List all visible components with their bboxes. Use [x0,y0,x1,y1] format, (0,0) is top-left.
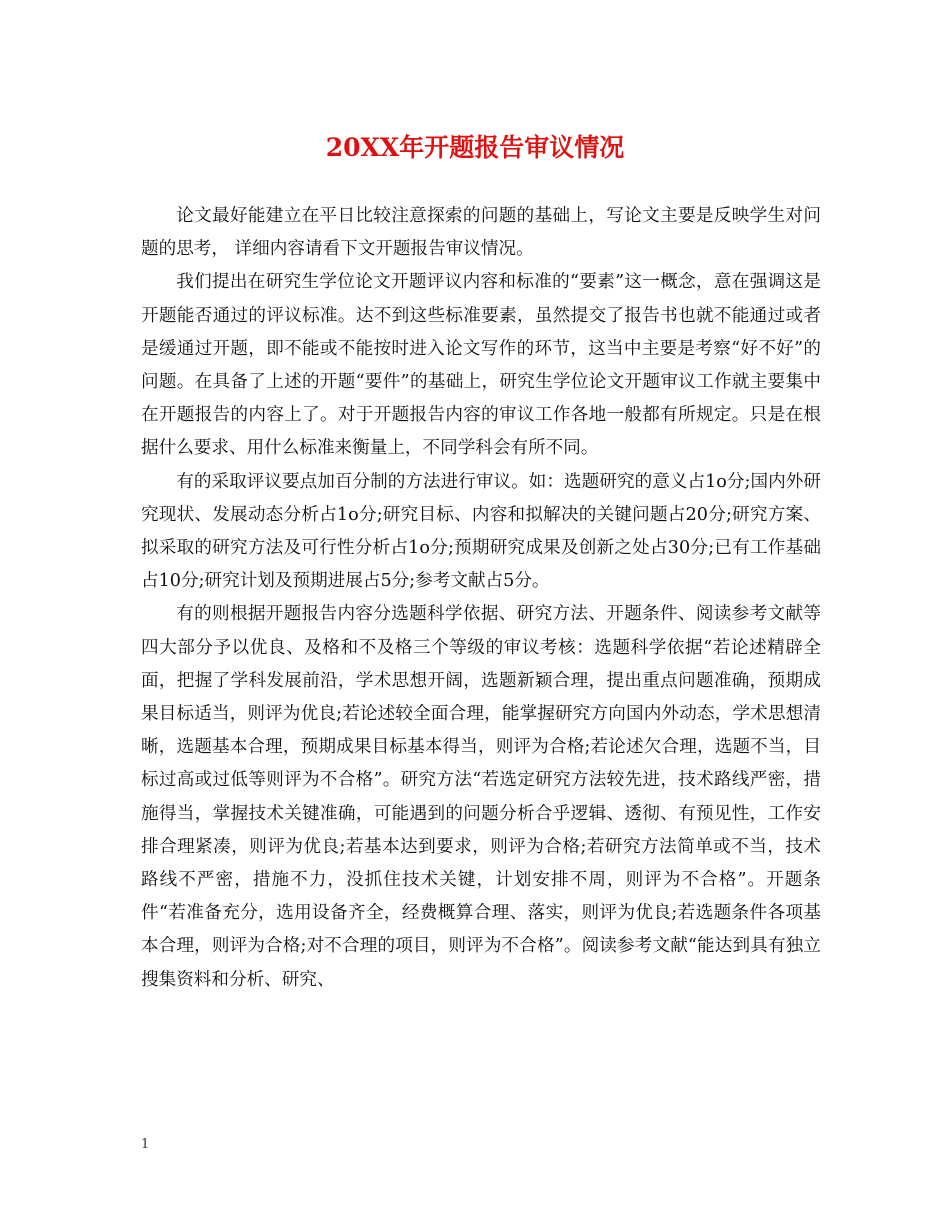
document-body [141,200,821,997]
paragraph-intro: 论文最好能建立在平日比较注意探索的问题的基础上，写论文主要是反映学生对问题的思考， 详细内容请看下文开题报告审议情况。 [141,206,821,260]
paragraph-elements: 我们提出在研究生学位论文开题评议内容和标准的“要素”这一概念，意在强调这是开题能否通过的评议标准。达不到这些标准要素，虽然提交了报告书也就不能通过或者是缓通过开题，即不能或不能按时进入论文写作的环节，这当中主要是考察“好不好”的问题。在具备了上述的开题“要件”的基础上，研究生学位论文开题审议工作就主要集中在开题报告的内容上了。对于开题报告内容的审议工作各地一般都有所规定。只是在根据什么要求、用什么标准来衡量上，不同学科会有所不同。 [141,272,821,459]
paragraph-grading: 有的则根据开题报告内容分选题科学依据、研究方法、开题条件、阅读参考文献等四大部分予以优良、及格和不及格三个等级的审议考核：选题科学依据“若论述精辟全面，把握了学科发展前沿，学术思想开阔，选题新颖合理，提出重点问题准确，预期成果目标适当，则评为优良;若论述较全面合理，能掌握研究方向国内外动态，学术思想清晰，选题基本合理，预期成果目标基本得当，则评为合格;若论述欠合理，选题不当，目标过高或过低等则评为不合格”。研究方法“若选定研究方法较先进，技术路线严密，措施得当，掌握技术关键准确，可能遇到的问题分析合乎逻辑、透彻、有预见性，工作安排合理紧凑，则评为优良;若基本达到要求，则评为合格;若研究方法简单或不当，技术路线不严密，措施不力，没抓住技术关键，计划安排不周，则评为不合格”。开题条件“若准备充分，选用设备齐全，经费概算合理、落实，则评为优良;若选题条件各项基本合理，则评为合格;对不合理的项目，则评为不合格”。阅读参考文献“能达到具有独立搜集资料和分析、研究、 [141,604,821,990]
page-title: 20XX年开题报告审议情况 [325,133,625,162]
paragraph-scoring: 有的采取评议要点加百分制的方法进行审议。如：选题研究的意义占1o分;国内外研究现状、发展动态分析占1o分;研究目标、内容和拟解决的关键问题占20分;研究方案、拟采取的研究方法及可行性分析占1o分;预期研究成果及创新之处占30分;已有工作基础占10分;研究计划及预期进展占5分;参考文献占5分。 [141,471,821,592]
page-number: 1 [141,1137,150,1152]
